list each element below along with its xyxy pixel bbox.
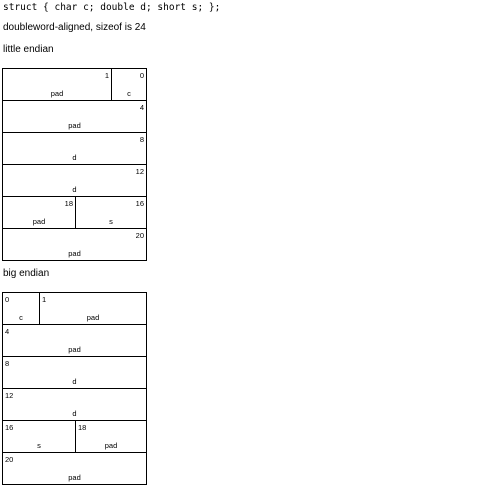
le-label-pad-18: pad: [32, 217, 46, 226]
le-row-3: [3, 164, 146, 196]
be-cell-pad: [39, 293, 146, 324]
be-row-4: [3, 420, 146, 452]
le-cell-c: [111, 69, 146, 100]
le-offset-12: 12: [135, 167, 144, 176]
le-offset-16: 16: [135, 199, 144, 208]
le-offset-8: 8: [139, 135, 144, 144]
be-row-5: [3, 452, 146, 484]
le-row-4: [3, 196, 146, 228]
le-cell-d-12: [3, 165, 146, 196]
be-offset-0: 0: [5, 295, 10, 304]
be-label-d-8: d: [72, 377, 77, 386]
be-label-pad-18: pad: [104, 441, 118, 450]
le-label-d-12: d: [72, 185, 77, 194]
be-row-0: [3, 293, 146, 324]
le-offset-1: 1: [104, 71, 109, 80]
little-endian-heading: little endian: [3, 44, 54, 55]
be-label-pad: pad: [86, 313, 100, 322]
be-row-1: [3, 324, 146, 356]
le-row-2: [3, 132, 146, 164]
le-offset-4: 4: [139, 103, 144, 112]
little-endian-diagram: [2, 68, 147, 261]
le-cell-s: [75, 197, 146, 228]
le-offset-18: 18: [64, 199, 73, 208]
be-offset-20: 20: [5, 455, 14, 464]
le-row-1: [3, 100, 146, 132]
big-endian-diagram: [2, 292, 147, 485]
le-offset-0: 0: [139, 71, 144, 80]
be-offset-12: 12: [5, 391, 14, 400]
le-label-d-8: d: [72, 153, 77, 162]
le-label-pad-4: pad: [68, 121, 81, 130]
be-row-3: [3, 388, 146, 420]
le-cell-pad: [3, 69, 111, 100]
le-cell-pad-18: [3, 197, 75, 228]
be-offset-18: 18: [78, 423, 87, 432]
be-offset-16: 16: [5, 423, 14, 432]
be-cell-d-8: [3, 357, 146, 388]
be-offset-1: 1: [42, 295, 47, 304]
le-cell-pad-20: [3, 229, 146, 260]
be-cell-s: [3, 421, 75, 452]
le-label-s: s: [109, 217, 113, 226]
be-cell-d-12: [3, 389, 146, 420]
le-label-pad-20: pad: [68, 249, 81, 258]
le-row-0: [3, 69, 146, 100]
le-offset-20: 20: [135, 231, 144, 240]
le-label-pad: pad: [50, 89, 64, 98]
le-label-c: c: [127, 89, 131, 98]
be-offset-8: 8: [5, 359, 10, 368]
be-cell-pad-18: [75, 421, 146, 452]
be-label-s: s: [37, 441, 41, 450]
be-label-c: c: [19, 313, 23, 322]
be-offset-4: 4: [5, 327, 10, 336]
be-label-pad-4: pad: [68, 345, 81, 354]
be-cell-c: [3, 293, 39, 324]
le-row-5: [3, 228, 146, 260]
be-cell-pad-4: [3, 325, 146, 356]
le-cell-d-8: [3, 133, 146, 164]
be-label-pad-20: pad: [68, 473, 81, 482]
struct-declaration: struct { char c; double d; short s; };: [3, 2, 221, 13]
be-label-d-12: d: [72, 409, 77, 418]
big-endian-heading: big endian: [3, 268, 50, 279]
alignment-note: doubleword-aligned, sizeof is 24: [3, 22, 146, 33]
be-row-2: [3, 356, 146, 388]
le-cell-pad-4: [3, 101, 146, 132]
be-cell-pad-20: [3, 453, 146, 484]
